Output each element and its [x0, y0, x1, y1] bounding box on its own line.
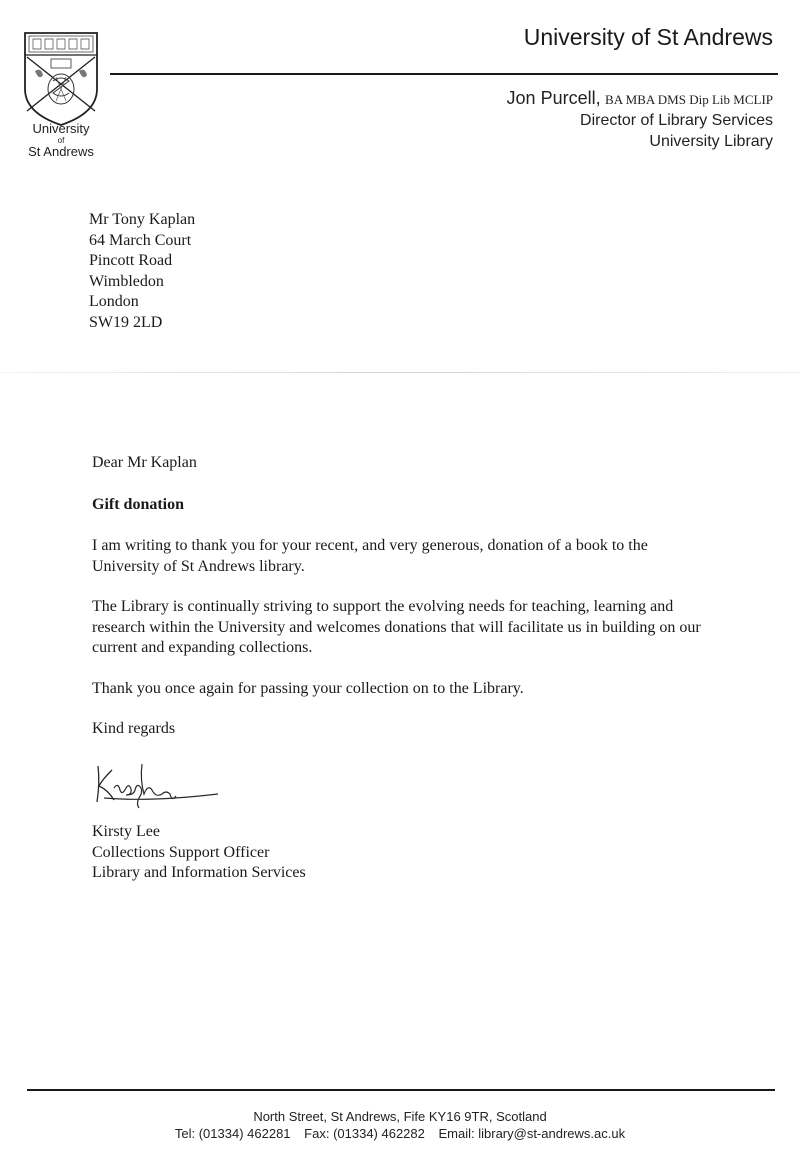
sender-qualifications: BA MBA DMS Dip Lib MCLIP	[605, 92, 773, 107]
institution-name: University of St Andrews	[523, 24, 773, 50]
address-line: SW19 2LD	[89, 313, 163, 331]
signatory-title: Collections Support Officer	[92, 843, 270, 861]
paper-fold-line	[0, 372, 800, 373]
signatory-department: Library and Information Services	[92, 864, 306, 881]
sender-block	[507, 88, 773, 152]
crest-label-top: University	[32, 121, 90, 136]
footer-fax: Fax: (01334) 462282	[304, 1126, 425, 1141]
footer-email: Email: library@st-andrews.ac.uk	[438, 1126, 626, 1141]
footer	[0, 1108, 800, 1142]
address-line: Pincott Road	[89, 252, 173, 269]
header-divider	[110, 73, 778, 75]
signatory-name: Kirsty Lee	[92, 823, 160, 840]
crest-label	[14, 122, 108, 159]
recipient-address	[89, 210, 195, 333]
footer-tel: Tel: (01334) 462281	[174, 1126, 291, 1141]
address-line: London	[89, 293, 139, 310]
university-crest-icon	[23, 31, 99, 127]
crest-label-bottom: St Andrews	[28, 144, 94, 159]
sender-department: University Library	[649, 133, 773, 150]
address-line: Wimbledon	[89, 272, 164, 290]
footer-address: North Street, St Andrews, Fife KY16 9TR, Scotland	[253, 1109, 547, 1124]
closing: Kind regards	[92, 720, 176, 737]
handwritten-signature	[90, 758, 225, 810]
paragraph: I am writing to thank you for your recent, and very generous, donation of a book to the University of St Andrews library.	[92, 537, 648, 575]
paragraph: The Library is continually striving to support the evolving needs for teaching, learning and research within the University and welcomes donations that will facilitate us in building on our current and expanding collections.	[92, 598, 701, 656]
address-line: 64 March Court	[89, 231, 192, 249]
address-line: Mr Tony Kaplan	[89, 211, 196, 228]
salutation: Dear Mr Kaplan	[92, 454, 197, 471]
subject-line: Gift donation	[92, 495, 185, 513]
crest-label-of: of	[57, 136, 65, 145]
letter-body	[92, 453, 712, 740]
sender-name: Jon Purcell,	[506, 88, 601, 108]
paragraph: Thank you once again for passing your collection on to the Library.	[92, 679, 524, 697]
footer-divider	[27, 1089, 775, 1091]
sender-title: Director of Library Services	[580, 112, 773, 129]
signatory-block	[92, 822, 306, 884]
